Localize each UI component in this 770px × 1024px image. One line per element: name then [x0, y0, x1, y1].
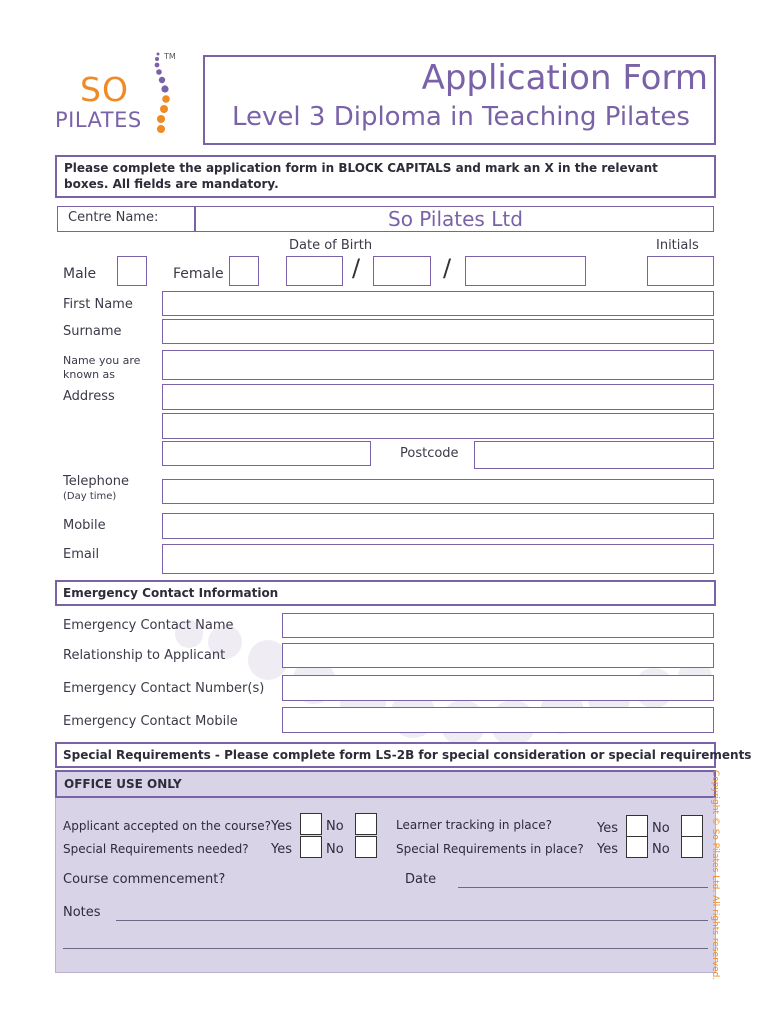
- accepted-label: Applicant accepted on the course?: [63, 819, 272, 833]
- copyright-notice: [700, 770, 720, 981]
- female-label: Female: [173, 266, 224, 282]
- first-name-field[interactable]: [162, 291, 714, 316]
- commencement-label: Course commencement?: [63, 872, 226, 887]
- relationship-field[interactable]: [282, 643, 714, 668]
- emergency-name-field[interactable]: [282, 613, 714, 638]
- known-as-field[interactable]: [162, 350, 714, 380]
- first-name-label: First Name: [63, 297, 133, 312]
- special-needed-yes-label: Yes: [271, 842, 292, 857]
- learner-tracking-yes-checkbox[interactable]: [626, 815, 648, 837]
- initials-field[interactable]: [647, 256, 714, 286]
- centre-name-label: Centre Name:: [68, 210, 159, 225]
- learner-tracking-label: Learner tracking in place?: [396, 818, 552, 832]
- known-as-label: Name you are known as: [63, 354, 141, 381]
- surname-label: Surname: [63, 324, 122, 339]
- postcode-field[interactable]: [474, 441, 714, 469]
- notes-line-2[interactable]: [63, 948, 708, 949]
- relationship-label: Relationship to Applicant: [63, 648, 226, 663]
- special-in-place-yes-label: Yes: [597, 842, 618, 857]
- dob-separator-2: /: [443, 254, 452, 282]
- page-title: Application Form: [421, 58, 708, 98]
- male-checkbox[interactable]: [117, 256, 147, 286]
- male-label: Male: [63, 266, 97, 282]
- special-in-place-yes-checkbox[interactable]: [626, 836, 648, 858]
- page-subtitle: Level 3 Diploma in Teaching Pilates: [232, 102, 690, 132]
- logo-trademark: TM: [164, 52, 176, 61]
- accepted-yes-checkbox[interactable]: [300, 813, 322, 835]
- learner-tracking-no-label: No: [652, 821, 670, 836]
- dob-separator-1: /: [352, 254, 361, 282]
- emergency-name-label: Emergency Contact Name: [63, 618, 234, 633]
- emergency-section-title: Emergency Contact Information: [63, 586, 279, 600]
- accepted-no-checkbox[interactable]: [355, 813, 377, 835]
- special-in-place-label: Special Requirements in place?: [396, 842, 584, 856]
- female-checkbox[interactable]: [229, 256, 259, 286]
- special-in-place-no-label: No: [652, 842, 670, 857]
- address-label: Address: [63, 389, 115, 404]
- logo-so-text: SO: [80, 70, 129, 109]
- accepted-yes-label: Yes: [271, 819, 292, 834]
- learner-tracking-yes-label: Yes: [597, 821, 618, 836]
- mobile-label: Mobile: [63, 518, 106, 533]
- logo-pilates-text: PILATES: [55, 108, 142, 132]
- copyright-text: Copyright © So Pilates Ltd. All rights reserved.: [710, 770, 720, 981]
- special-needed-label: Special Requirements needed?: [63, 842, 249, 856]
- office-use-title: OFFICE USE ONLY: [64, 777, 182, 791]
- telephone-sublabel: (Day time): [63, 491, 117, 502]
- special-needed-yes-checkbox[interactable]: [300, 836, 322, 858]
- spine-logo-icon: [150, 48, 190, 143]
- address-line-1-field[interactable]: [162, 384, 714, 410]
- dob-year-field[interactable]: [465, 256, 586, 286]
- surname-field[interactable]: [162, 319, 714, 344]
- telephone-label: Telephone: [63, 474, 130, 489]
- dob-month-field[interactable]: [373, 256, 431, 286]
- address-line-3-field[interactable]: [162, 441, 371, 466]
- instructions-text: Please complete the application form in BLOCK CAPITALS and mark an X in the relevant boxes. All fields are mandatory.: [64, 161, 658, 191]
- special-needed-no-checkbox[interactable]: [355, 836, 377, 858]
- date-label: Date: [405, 872, 437, 887]
- date-line[interactable]: [458, 887, 708, 888]
- telephone-field[interactable]: [162, 479, 714, 504]
- dob-day-field[interactable]: [286, 256, 343, 286]
- address-line-2-field[interactable]: [162, 413, 714, 439]
- mobile-field[interactable]: [162, 513, 714, 539]
- notes-label: Notes: [63, 905, 101, 920]
- email-label: Email: [63, 547, 100, 562]
- initials-label: Initials: [656, 238, 699, 253]
- accepted-no-label: No: [326, 819, 344, 834]
- notes-line-1[interactable]: [116, 920, 708, 921]
- centre-name-value: So Pilates Ltd: [388, 207, 523, 231]
- special-requirements-text: Special Requirements - Please complete form LS-2B for special consideration or special requirements: [63, 748, 752, 762]
- emergency-mobile-field[interactable]: [282, 707, 714, 733]
- emergency-number-field[interactable]: [282, 675, 714, 701]
- emergency-mobile-label: Emergency Contact Mobile: [63, 714, 238, 729]
- dob-label: Date of Birth: [289, 238, 373, 253]
- email-field[interactable]: [162, 544, 714, 574]
- special-needed-no-label: No: [326, 842, 344, 857]
- postcode-label: Postcode: [400, 446, 459, 461]
- emergency-number-label: Emergency Contact Number(s): [63, 681, 265, 696]
